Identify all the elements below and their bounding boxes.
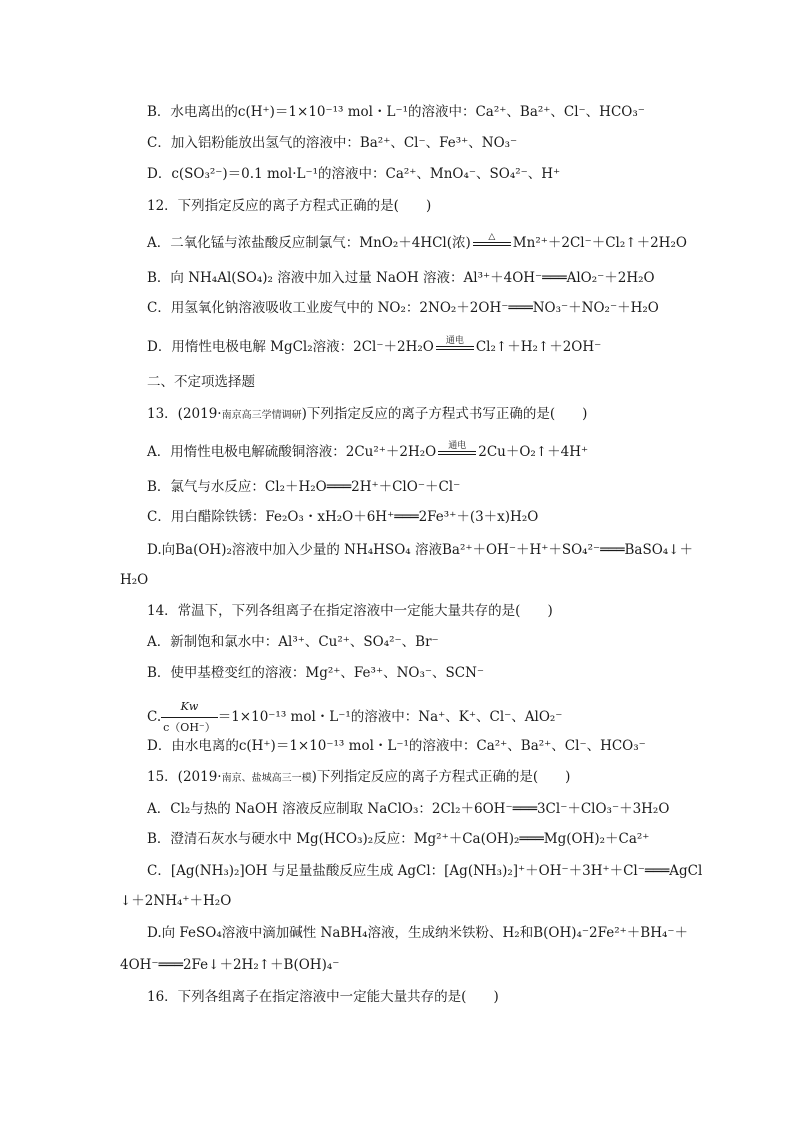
option-b-line: B．水电离出的c(H⁺)＝1×10⁻¹³ mol・L⁻¹的溶液中：Ca²⁺、Ba²⁺、Cl⁻、HCO₃⁻: [147, 104, 645, 120]
q15-option-c-continued: ↓＋2NH₄⁺＋H₂O: [120, 893, 232, 909]
equals-arrow: [473, 242, 511, 246]
q13-option-a-right: 2Cu＋O₂↑＋4H⁺: [478, 444, 589, 460]
q14-option-d: D．由水电离的c(H⁺)＝1×10⁻¹³ mol・L⁻¹的溶液中：Ca²⁺、Ba²⁺、Cl⁻、HCO₃⁻: [147, 738, 646, 754]
q15-source: 南京、盐城高三一模: [221, 773, 312, 784]
reaction-arrow-electrolysis: [436, 335, 474, 350]
q13-option-c: C．用白醋除铁锈：Fe₂O₃・xH₂O＋6H⁺═══2Fe³⁺＋(3＋x)H₂O: [147, 509, 539, 525]
kw-fraction: [161, 697, 218, 738]
q12-option-d: [147, 337, 734, 357]
question-16-stem: 16．下列各组离子在指定溶液中一定能大量共存的是( ): [147, 989, 499, 1005]
q13-option-d-continued: H₂O: [120, 572, 149, 588]
q14-option-c: [147, 697, 734, 738]
q12-option-c: C．用氢氧化钠溶液吸收工业废气中的 NO₂：2NO₂＋2OH⁻═══NO₃⁻＋NO₂⁻＋H₂O: [147, 300, 659, 316]
q13-option-a: [147, 442, 734, 462]
q12-option-a-left: A．二氧化锰与浓盐酸反应制氯气：MnO₂＋4HCl(浓): [147, 235, 471, 251]
reaction-arrow-electrolysis: [438, 440, 476, 455]
electrolysis-condition: 通电: [448, 440, 467, 451]
q15-text: )下列指定反应的离子方程式正确的是( ): [311, 769, 571, 785]
fraction-numerator: Kw: [161, 697, 218, 718]
equals-arrow: [438, 451, 476, 455]
q15-option-b: B．澄清石灰水与硬水中 Mg(HCO₃)₂反应：Mg²⁺＋Ca(OH)₂═══Mg(OH)₂＋Ca²⁺: [147, 831, 650, 847]
q15-option-d: D.向 FeSO₄溶液中滴加碱性 NaBH₄溶液，生成纳米铁粉、H₂和B(OH)₄⁻2Fe²⁺＋BH₄⁻＋: [147, 925, 689, 941]
q13-source: 南京高三学情调研: [221, 410, 302, 421]
q12-option-a-right: Mn²⁺＋2Cl⁻＋Cl₂↑＋2H₂O: [512, 235, 687, 251]
q12-option-b: B．向 NH₄Al(SO₄)₂ 溶液中加入过量 NaOH 溶液：Al³⁺＋4OH⁻═══AlO₂⁻＋2H₂O: [147, 270, 655, 286]
equals-arrow: [436, 346, 474, 350]
q13-number: 13．(2019·: [147, 406, 222, 422]
question-14-stem: 14．常温下，下列各组离子在指定溶液中一定能大量共存的是( ): [147, 603, 553, 619]
q12-option-a: [147, 233, 734, 253]
q15-option-a: A．Cl₂与热的 NaOH 溶液反应制取 NaClO₃：2Cl₂＋6OH⁻═══3Cl⁻＋ClO₃⁻＋3H₂O: [147, 801, 670, 817]
q12-option-d-left: D．用惰性电极电解 MgCl₂溶液：2Cl⁻＋2H₂O: [147, 339, 434, 355]
question-13-stem: [147, 404, 734, 426]
heat-condition: △: [488, 231, 496, 242]
fraction-denominator: c（OH⁻）: [163, 721, 216, 734]
option-d-line: D．c(SO₃²⁻)＝0.1 mol·L⁻¹的溶液中：Ca²⁺、MnO₄⁻、SO₄²⁻、H⁺: [147, 166, 561, 182]
q12-option-d-right: Cl₂↑＋H₂↑＋2OH⁻: [475, 339, 602, 355]
q14-option-c-label: C.: [147, 709, 162, 725]
q15-option-d-continued: 4OH⁻═══2Fe↓＋2H₂↑＋B(OH)₄⁻: [120, 957, 340, 973]
option-c-line: C．加入铝粉能放出氢气的溶液中：Ba²⁺、Cl⁻、Fe³⁺、NO₃⁻: [147, 135, 518, 151]
electrolysis-condition: 通电: [445, 335, 464, 346]
q15-option-c: C．[Ag(NH₃)₂]OH 与足量盐酸反应生成 AgCl：[Ag(NH₃)₂]⁺＋OH⁻＋3H⁺＋Cl⁻═══AgCl: [147, 863, 703, 879]
q15-number: 15．(2019·: [147, 769, 222, 785]
q14-option-b: B．使甲基橙变红的溶液：Mg²⁺、Fe³⁺、NO₃⁻、SCN⁻: [147, 665, 485, 681]
q13-text: )下列指定反应的离子方程式书写正确的是( ): [301, 406, 588, 422]
q13-option-d: D.向Ba(OH)₂溶液中加入少量的 NH₄HSO₄ 溶液Ba²⁺＋OH⁻＋H⁺＋SO₄²⁻═══BaSO₄↓＋: [147, 542, 693, 558]
reaction-arrow-heat: [473, 231, 511, 246]
q14-option-a: A．新制饱和氯水中：Al³⁺、Cu²⁺、SO₄²⁻、Br⁻: [147, 634, 439, 650]
q14-option-c-text: ＝1×10⁻¹³ mol・L⁻¹的溶液中：Na⁺、K⁺、Cl⁻、AlO₂⁻: [217, 709, 563, 725]
q13-option-a-left: A．用惰性电极电解硫酸铜溶液：2Cu²⁺＋2H₂O: [147, 444, 437, 460]
question-15-stem: [147, 767, 734, 789]
question-12-stem: 12．下列指定反应的离子方程式正确的是( ): [147, 198, 432, 214]
section-heading: 二、不定项选择题: [147, 374, 255, 390]
q13-option-b: B．氯气与水反应：Cl₂＋H₂O═══2H⁺＋ClO⁻＋Cl⁻: [147, 479, 461, 495]
